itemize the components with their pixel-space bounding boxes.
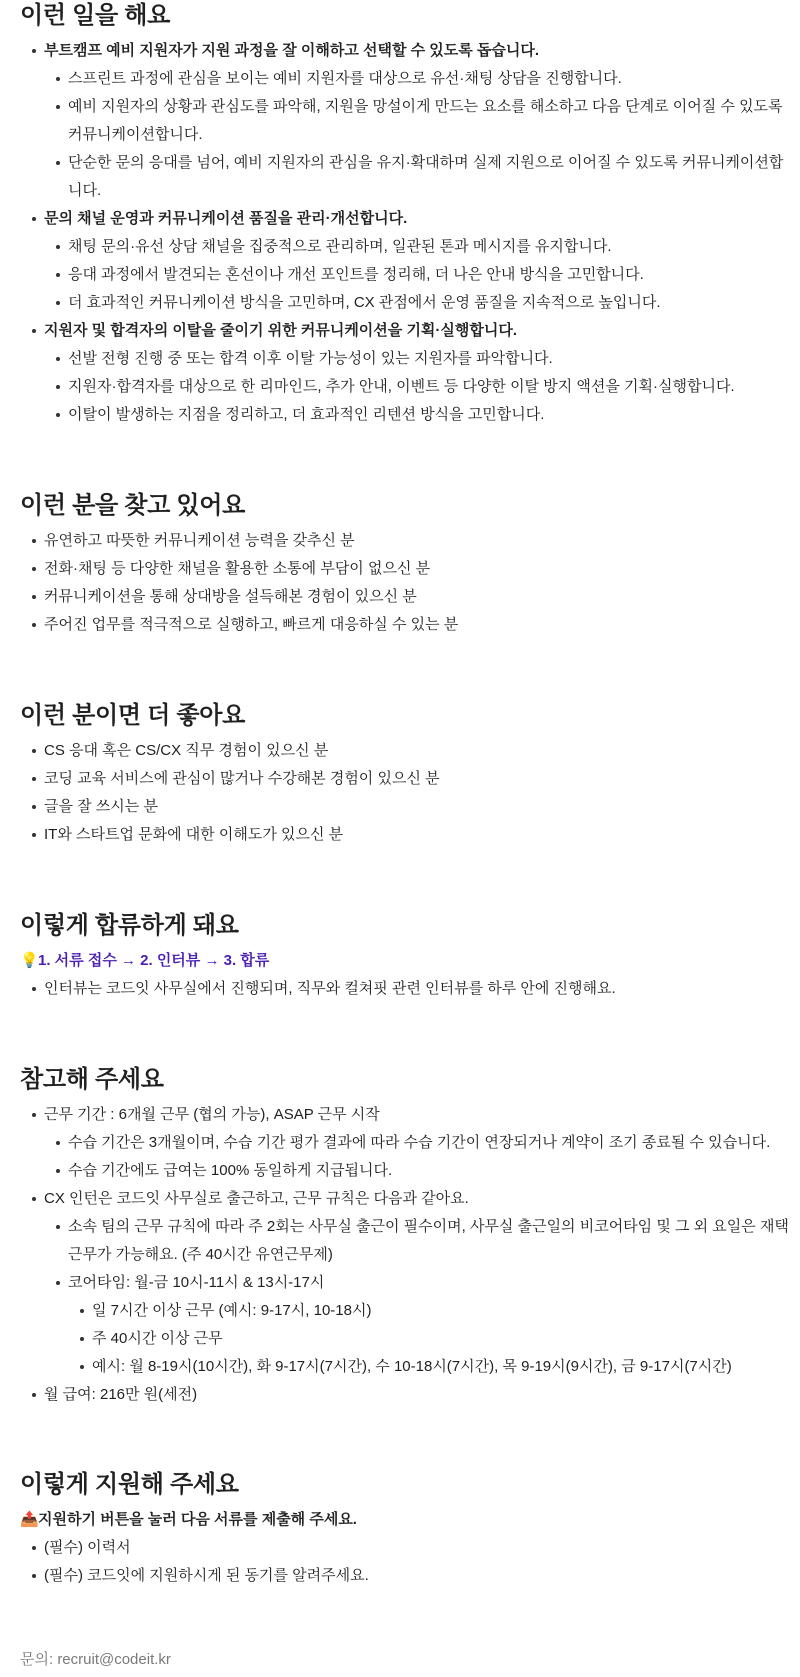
apply-list bbox=[20, 1534, 790, 1590]
apply-item: (필수) 코드잇에 지원하시게 된 동기를 알려주세요. bbox=[20, 1562, 790, 1590]
role-subitem: 지원자·합격자를 대상으로 한 리마인드, 추가 안내, 이벤트 등 다양한 이탈 방지 액션을 기획·실행합니다. bbox=[20, 373, 790, 401]
notes-item-salary: 월 급여: 216만 원(세전) bbox=[20, 1381, 790, 1409]
notes-subitem-core: 코어타임: 월-금 10시-11시 & 13시-17시 bbox=[20, 1269, 790, 1297]
notes-subitem: 수습 기간에도 급여는 100% 동일하게 지급됩니다. bbox=[20, 1157, 790, 1185]
notes-item-period: 근무 기간 : 6개월 근무 (협의 가능), ASAP 근무 시작 bbox=[20, 1101, 790, 1129]
notes-subitem: 소속 팀의 근무 규칙에 따라 주 2회는 사무실 출근이 필수이며, 사무실 출근일의 비코어타임 및 그 외 요일은 재택근무가 가능해요. (주 40시간 유연근무제) bbox=[20, 1213, 790, 1269]
process-item: 인터뷰는 코드잇 사무실에서 진행되며, 직무와 컬쳐핏 관련 인터뷰를 하루 안에 진행해요. bbox=[20, 975, 790, 1003]
requirements-section bbox=[20, 492, 790, 639]
requirement-item: 전화·채팅 등 다양한 채널을 활용한 소통에 부담이 없으신 분 bbox=[20, 555, 790, 583]
notes-item-office: CX 인턴은 코드잇 사무실로 출근하고, 근무 규칙은 다음과 같아요. bbox=[20, 1185, 790, 1213]
role-item: 부트캠프 예비 지원자가 지원 과정을 잘 이해하고 선택할 수 있도록 돕습니다. bbox=[20, 37, 790, 65]
notes-core-item: 주 40시간 이상 근무 bbox=[20, 1325, 790, 1353]
apply-title: 이렇게 지원해 주세요 bbox=[20, 1471, 239, 1498]
role-subitem: 단순한 문의 응대를 넘어, 예비 지원자의 관심을 유지·확대하며 실제 지원으로 이어질 수 있도록 커뮤니케이션합니다. bbox=[20, 149, 790, 205]
apply-instruction bbox=[20, 1506, 790, 1534]
role-subitem: 이탈이 발생하는 지점을 정리하고, 더 효과적인 리텐션 방식을 고민합니다. bbox=[20, 401, 790, 429]
notes-section bbox=[20, 1066, 790, 1409]
notes-list bbox=[20, 1101, 790, 1409]
apply-section bbox=[20, 1471, 790, 1590]
role-item: 지원자 및 합격자의 이탈을 줄이기 위한 커뮤니케이션을 기획·실행합니다. bbox=[20, 317, 790, 345]
preferred-list bbox=[20, 737, 790, 849]
notes-title: 참고해 주세요 bbox=[20, 1066, 164, 1093]
role-subitem: 스프린트 과정에 관심을 보이는 예비 지원자를 대상으로 유선·채팅 상담을 진행합니다. bbox=[20, 65, 790, 93]
apply-instruction-text: 지원하기 버튼을 눌러 다음 서류를 제출해 주세요. bbox=[38, 1511, 357, 1528]
inquiry-contact: 문의: recruit@codeit.kr bbox=[20, 1651, 171, 1668]
preferred-item: 글을 잘 쓰시는 분 bbox=[20, 793, 790, 821]
preferred-title: 이런 분이면 더 좋아요 bbox=[20, 702, 246, 729]
role-subitem: 응대 과정에서 발견되는 혼선이나 개선 포인트를 정리해, 더 나은 안내 방식을 고민합니다. bbox=[20, 261, 790, 289]
role-item: 문의 채널 운영과 커뮤니케이션 품질을 관리·개선합니다. bbox=[20, 205, 790, 233]
process-section bbox=[20, 912, 790, 1003]
role-subitem: 예비 지원자의 상황과 관심도를 파악해, 지원을 망설이게 만드는 요소를 해소하고 다음 단계로 이어질 수 있도록 커뮤니케이션합니다. bbox=[20, 93, 790, 149]
notes-core-item: 일 7시간 이상 근무 (예시: 9-17시, 10-18시) bbox=[20, 1297, 790, 1325]
role-subitem: 선발 전형 진행 중 또는 합격 이후 이탈 가능성이 있는 지원자를 파악합니다. bbox=[20, 345, 790, 373]
requirements-list bbox=[20, 527, 790, 639]
requirement-item: 유연하고 따뜻한 커뮤니케이션 능력을 갖추신 분 bbox=[20, 527, 790, 555]
requirements-title: 이런 분을 찾고 있어요 bbox=[20, 492, 246, 519]
role-list bbox=[20, 37, 790, 429]
requirement-item: 주어진 업무를 적극적으로 실행하고, 빠르게 대응하실 수 있는 분 bbox=[20, 611, 790, 639]
notes-core-item: 예시: 월 8-19시(10시간), 화 9-17시(7시간), 수 10-18시(7시간), 목 9-19시(9시간), 금 9-17시(7시간) bbox=[20, 1353, 790, 1381]
requirement-item: 커뮤니케이션을 통해 상대방을 설득해본 경험이 있으신 분 bbox=[20, 583, 790, 611]
process-steps-text: 1. 서류 접수 → 2. 인터뷰 → 3. 합류 bbox=[38, 952, 270, 969]
apply-item: (필수) 이력서 bbox=[20, 1534, 790, 1562]
process-list bbox=[20, 975, 790, 1003]
role-subitem: 채팅 문의·유선 상담 채널을 집중적으로 관리하며, 일관된 톤과 메시지를 유지합니다. bbox=[20, 233, 790, 261]
role-subitem: 더 효과적인 커뮤니케이션 방식을 고민하며, CX 관점에서 운영 품질을 지속적으로 높입니다. bbox=[20, 289, 790, 317]
preferred-item: IT와 스타트업 문화에 대한 이해도가 있으신 분 bbox=[20, 821, 790, 849]
role-title: 이런 일을 해요 bbox=[20, 2, 171, 29]
role-section bbox=[20, 2, 790, 429]
preferred-item: 코딩 교육 서비스에 관심이 많거나 수강해본 경험이 있으신 분 bbox=[20, 765, 790, 793]
preferred-section bbox=[20, 702, 790, 849]
preferred-item: CS 응대 혹은 CS/CX 직무 경험이 있으신 분 bbox=[20, 737, 790, 765]
notes-subitem: 수습 기간은 3개월이며, 수습 기간 평가 결과에 따라 수습 기간이 연장되거나 계약이 조기 종료될 수 있습니다. bbox=[20, 1129, 790, 1157]
outbox-tray-icon: 📤 bbox=[20, 1511, 39, 1528]
process-title: 이렇게 합류하게 돼요 bbox=[20, 912, 239, 939]
lightbulb-icon: 💡 bbox=[20, 952, 39, 969]
process-steps bbox=[20, 947, 790, 975]
